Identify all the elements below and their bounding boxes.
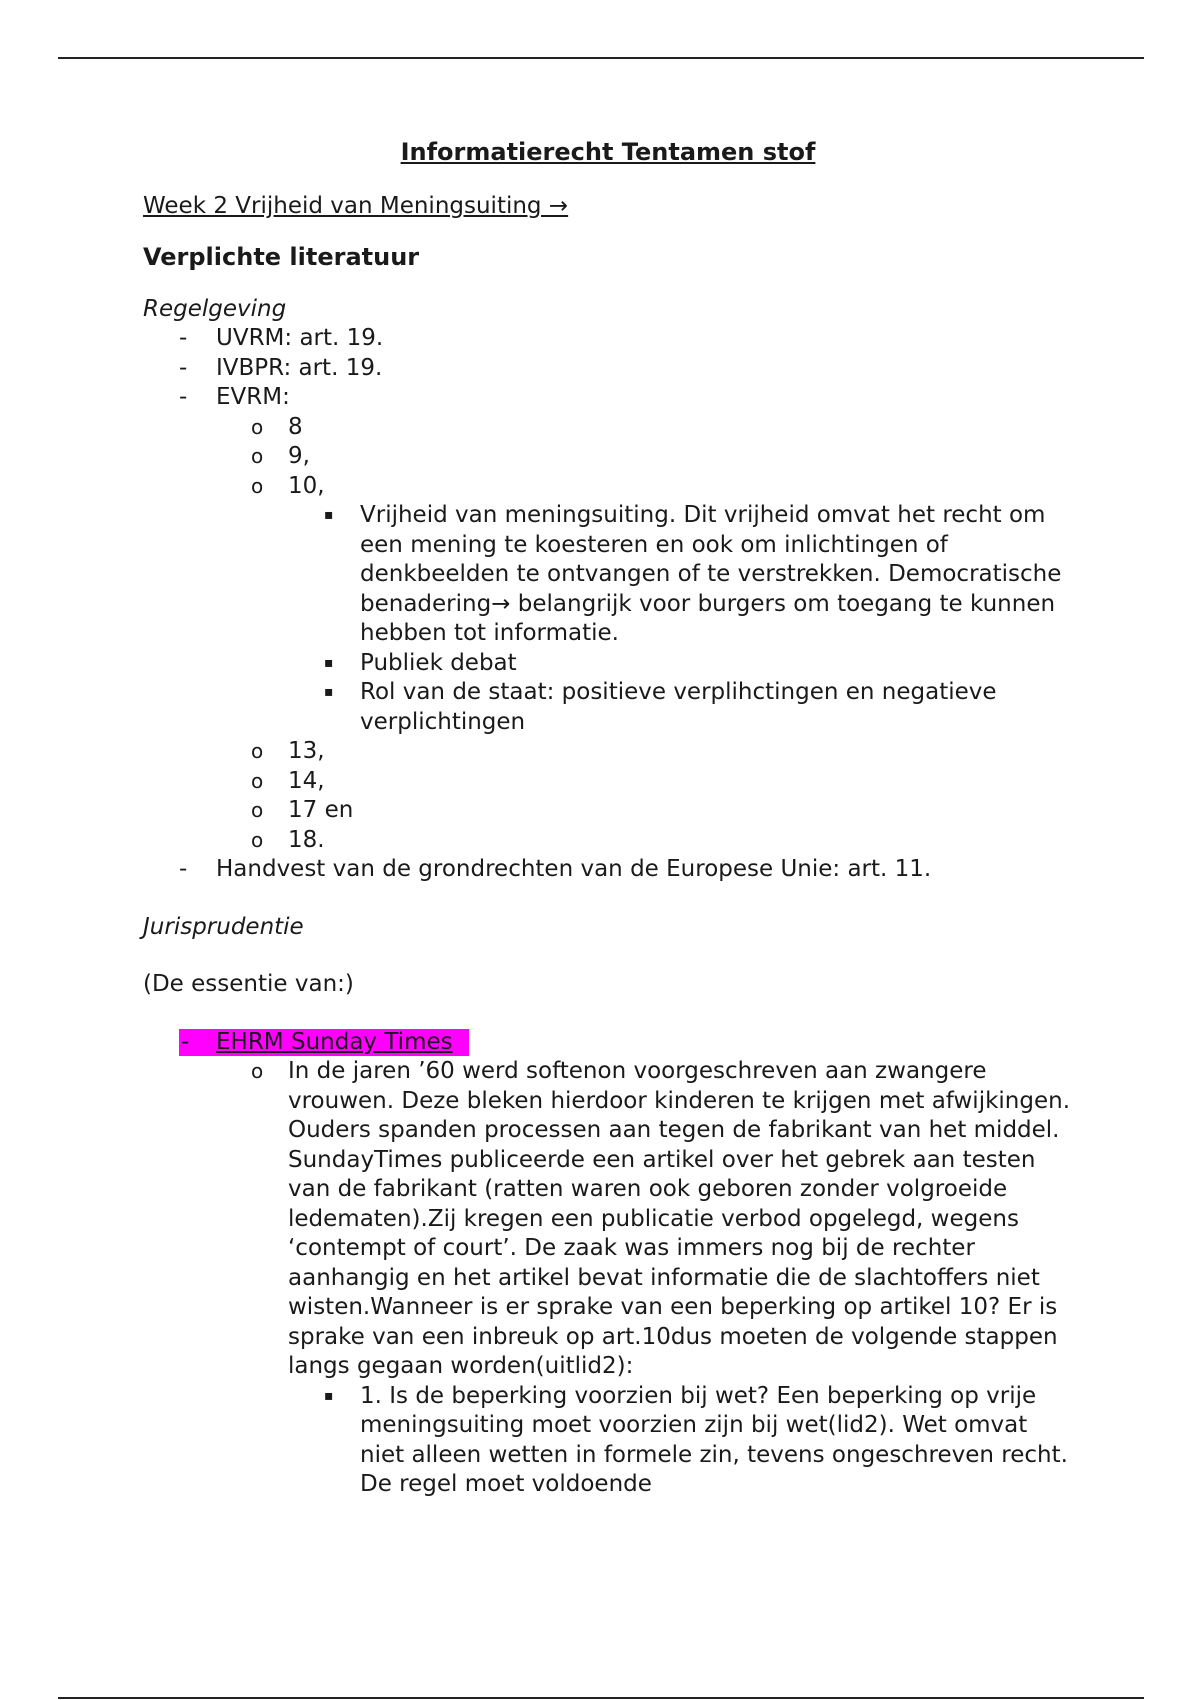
intro-text: (De essentie van:) [143, 971, 354, 997]
dash-bullet: - [181, 1028, 190, 1055]
case-title: EHRM Sunday Times [216, 1028, 453, 1055]
circle-bullet: o [251, 1059, 264, 1083]
list-item: - UVRM: art. 19. [143, 324, 1073, 354]
header-rule [58, 57, 1144, 59]
list-item: - EVRM: [143, 383, 1073, 413]
square-bullet: ▪ [324, 654, 334, 671]
circle-bullet: o [251, 827, 264, 852]
list-item: ▪ Rol van de staat: positieve verplihctingen en negatieve verplichtingen [324, 679, 997, 735]
list-item: o 8 [143, 413, 1073, 443]
dash-bullet: - [179, 325, 188, 351]
circle-bullet: o [251, 739, 264, 763]
square-bullet: ▪ [324, 507, 334, 523]
circle-bullet: o [251, 768, 264, 793]
jurisprudentie-heading: Jurisprudentie [143, 913, 304, 940]
circle-bullet: o [251, 414, 264, 439]
circle-bullet: o [251, 444, 264, 468]
literature-heading: Verplichte literatuur [143, 243, 420, 271]
square-bullet: ▪ [324, 684, 334, 700]
document-page [143, 138, 1073, 1500]
dash-bullet: - [179, 856, 188, 882]
dash-bullet: - [179, 354, 188, 381]
list-item [143, 1057, 1073, 1382]
week-heading: Week 2 Vrijheid van Meningsuiting → [143, 192, 569, 219]
list-item: o 13, [143, 737, 1073, 767]
regelgeving-heading: Regelgeving [143, 295, 287, 322]
circle-bullet: o [251, 798, 264, 822]
list-item: o 17 en [143, 796, 1073, 826]
square-bullet: ▪ [324, 1387, 334, 1404]
list-item: o 10, [143, 472, 1073, 502]
list-item: - Handvest van de grondrechten van de Europese Unie: art. 11. [143, 855, 1073, 885]
list-item: o 14, [143, 767, 1073, 797]
list-item: o 9, [143, 442, 1073, 472]
list-item: ▪ Publiek debat [143, 649, 1073, 679]
list-item: o 18. [143, 826, 1073, 856]
list-item [143, 1382, 1073, 1500]
step-1-text: 1. Is de beperking voorzien bij wet? Een beperking op vrije meningsuiting moet voorzien zijn bij wet(lid2). Wet omvat niet alleen wetten in formele zin, tevens ongeschreven recht. De regel moet voldoende [360, 1382, 1068, 1497]
list-item: ▪ Vrijheid van meningsuiting. Dit vrijheid omvat het recht om een mening te koesteren en ook om inlichtingen of denkbeelden te ontvangen of te verstrekken. Democratische benadering→ belangrijk voor burgers om toegang te kunnen hebben tot informatie. [324, 502, 1062, 646]
case-body: In de jaren ’60 werd softenon voorgeschreven aan zwangere vrouwen. Deze bleken hierdoor kinderen te krijgen met afwijkingen. Ouders spanden processen aan tegen de fabrikant van het middel. SundayTimes publiceerde een artikel over het gebrek aan testen van de fabrikant (ratten waren ook geboren zonder volgroeide ledematen).Zij kregen een publicatie verbod opgelegd, wegens ‘contempt of court’. De zaak was immers nog bij de rechter aanhangig en het artikel bevat informatie die de slachtoffers niet wisten.Wanneer is er sprake van een beperking op artikel 10? Er is sprake van een inbreuk op art.10dus moeten de volgende stappen langs gegaan worden(uitlid2): [288, 1058, 1071, 1379]
list-item: - IVBPR: art. 19. [143, 354, 1073, 384]
footer-rule [58, 1697, 1144, 1699]
case-heading [143, 1028, 1073, 1058]
dash-bullet: - [179, 384, 188, 410]
circle-bullet: o [251, 473, 264, 498]
document-title: Informatierecht Tentamen stof [400, 138, 816, 166]
